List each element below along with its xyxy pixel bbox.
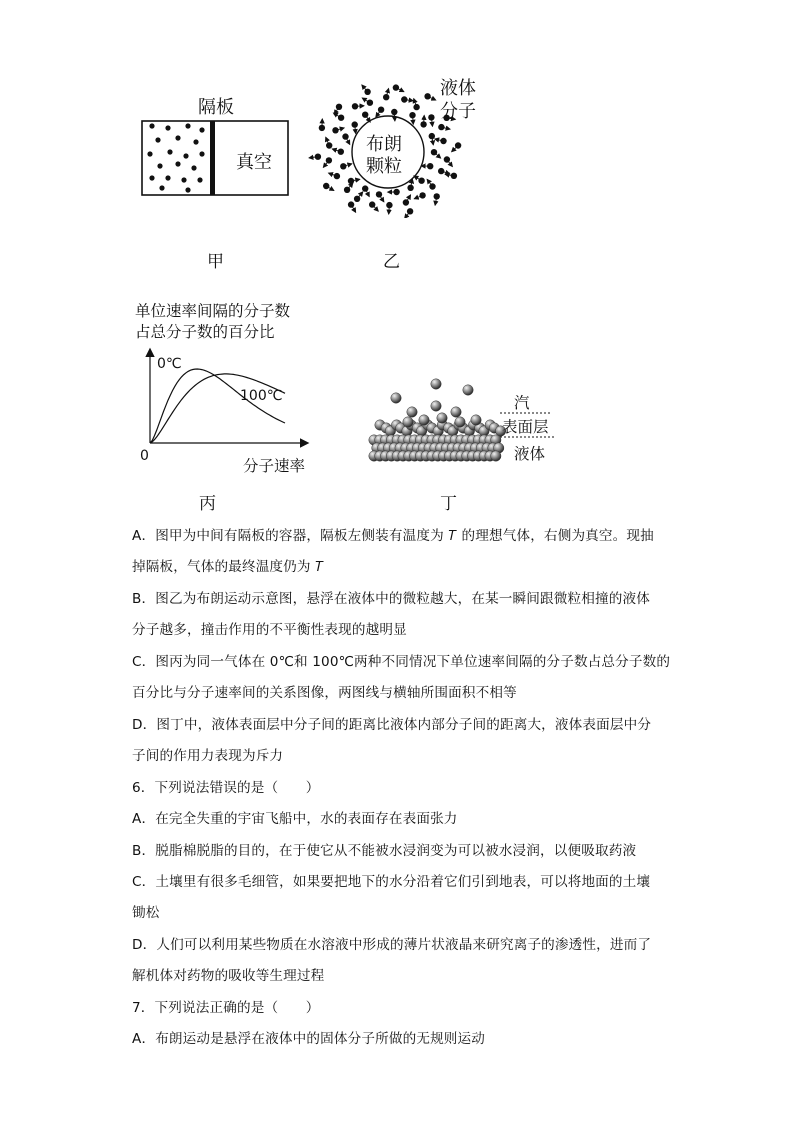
velocity-arrow (355, 106, 364, 107)
option-7a: A．布朗运动是悬浮在液体中的固体分子所做的无规则运动 (132, 1031, 486, 1047)
gas-molecule (155, 137, 160, 142)
gas-molecule (185, 123, 190, 128)
liquid-molecule-label-1: 液体 (440, 78, 476, 99)
vapor-label: 汽 (514, 394, 530, 412)
gas-molecule (159, 185, 164, 190)
molecule-ball (431, 379, 441, 389)
chart-origin: 0 (140, 448, 149, 464)
velocity-arrow (372, 205, 378, 212)
option-6a: A．在完全失重的宇宙飞船中，水的表面存在表面张力 (132, 811, 458, 827)
curve-0c (150, 369, 285, 443)
vacuum-label: 真空 (236, 152, 272, 173)
gas-molecule (199, 151, 204, 156)
option-6c-line1: C．土壤里有很多毛细管，如果要把地下的水分沿着它们引到地表，可以将地面的土壤 (132, 874, 651, 890)
gas-molecule (175, 161, 180, 166)
velocity-arrow (394, 112, 395, 121)
option-5a-line1: A．图甲为中间有隔板的容器，隔板左侧装有温度为 𝑇 的理想气体，右侧为真空。现抽 (132, 528, 654, 544)
liquid-molecule (332, 127, 338, 133)
molecule-ball (491, 451, 501, 461)
particle-label-2: 颗粒 (366, 156, 402, 177)
liquid-molecule (424, 93, 430, 99)
option-5b-line2: 分子越多，撞击作用的不平衡性表现的越明显 (132, 622, 407, 638)
curve-label-0c: 0℃ (157, 356, 182, 372)
figure-bing-caption: 丙 (199, 494, 216, 514)
liquid-molecule (340, 163, 346, 169)
figure-ding-caption: 丁 (440, 494, 457, 514)
molecule-ball (403, 417, 413, 427)
gas-molecule (149, 175, 154, 180)
gas-molecule (197, 177, 202, 182)
molecule-ball (463, 385, 473, 395)
option-5d-line2: 子间的作用力表现为斥力 (132, 748, 284, 764)
gas-molecule (175, 135, 180, 140)
liquid-molecule (334, 173, 340, 179)
gas-molecule (199, 127, 204, 132)
molecule-ball (431, 401, 441, 411)
molecule-balls (369, 379, 506, 461)
curve-label-100c: 100℃ (240, 388, 283, 404)
partition-plate (210, 121, 215, 195)
liquid-label: 液体 (514, 445, 546, 463)
figure-jia-caption: 甲 (207, 252, 224, 272)
option-6d-line1: D．人们可以利用某些物质在水溶液中形成的薄片状液晶来研究离子的渗透性，进而了 (132, 937, 652, 953)
option-6c-line2: 锄松 (132, 905, 160, 921)
gas-molecule (165, 125, 170, 130)
question-6-stem: 6．下列说法错误的是（ ） (132, 780, 320, 796)
molecule-ball (451, 407, 461, 417)
partition-label: 隔板 (198, 97, 234, 118)
curve-100c (150, 374, 285, 443)
molecule-ball (471, 415, 481, 425)
gas-molecule (185, 187, 190, 192)
liquid-molecule (326, 142, 332, 148)
gas-molecule (157, 163, 162, 168)
option-5b-line1: B．图乙为布朗运动示意图，悬浮在液体中的微粒越大，在某一瞬间跟微粒相撞的液体 (132, 591, 650, 607)
option-5c-line1: C．图丙为同一气体在 0℃和 100℃两种不同情况下单位速率间隔的分子数占总分子数的 (132, 654, 671, 670)
liquid-molecule (367, 100, 373, 106)
chart-ylabel-line1: 单位速率间隔的分子数 (135, 302, 291, 320)
velocity-arrow (452, 146, 459, 152)
gas-molecule (181, 177, 186, 182)
molecule-ball (437, 413, 447, 423)
chart-ylabel-line2: 占总分子数的百分比 (135, 323, 275, 341)
molecule-ball (419, 415, 429, 425)
option-5c-line2: 百分比与分子速率间的关系图像，两图线与横轴所围面积不相等 (132, 685, 517, 701)
surface-layer-label: 表面层 (502, 418, 549, 436)
gas-molecule (167, 149, 172, 154)
molecule-ball (407, 407, 417, 417)
velocity-arrow (424, 115, 425, 124)
option-6b: B．脱脂棉脱脂的目的，在于使它从不能被水浸润变为可以被水浸润，以便吸取药液 (132, 843, 637, 859)
gas-molecules (147, 123, 204, 192)
liquid-molecule (348, 201, 354, 207)
chart-xlabel: 分子速率 (243, 457, 306, 475)
particle-label-1: 布朗 (366, 134, 402, 155)
figure-yi-caption: 乙 (383, 252, 400, 272)
gas-molecule (147, 151, 152, 156)
option-5a-line2: 掉隔板，气体的最终温度仍为 𝑇 (132, 559, 324, 575)
gas-molecule (183, 153, 188, 158)
option-5d-line1: D．图丁中，液体表面层中分子间的距离比液体内部分子间的距离大，液体表面层中分 (132, 717, 652, 733)
gas-molecule (165, 175, 170, 180)
liquid-molecule-label-2: 分子 (440, 101, 476, 122)
gas-molecule (149, 123, 154, 128)
molecule-ball (391, 393, 401, 403)
question-7-stem: 7．下列说法正确的是（ ） (132, 1000, 320, 1016)
gas-molecule (193, 139, 198, 144)
option-6d-line2: 解机体对药物的吸收等生理过程 (132, 968, 325, 984)
molecule-ball (455, 417, 465, 427)
gas-molecule (191, 165, 196, 170)
